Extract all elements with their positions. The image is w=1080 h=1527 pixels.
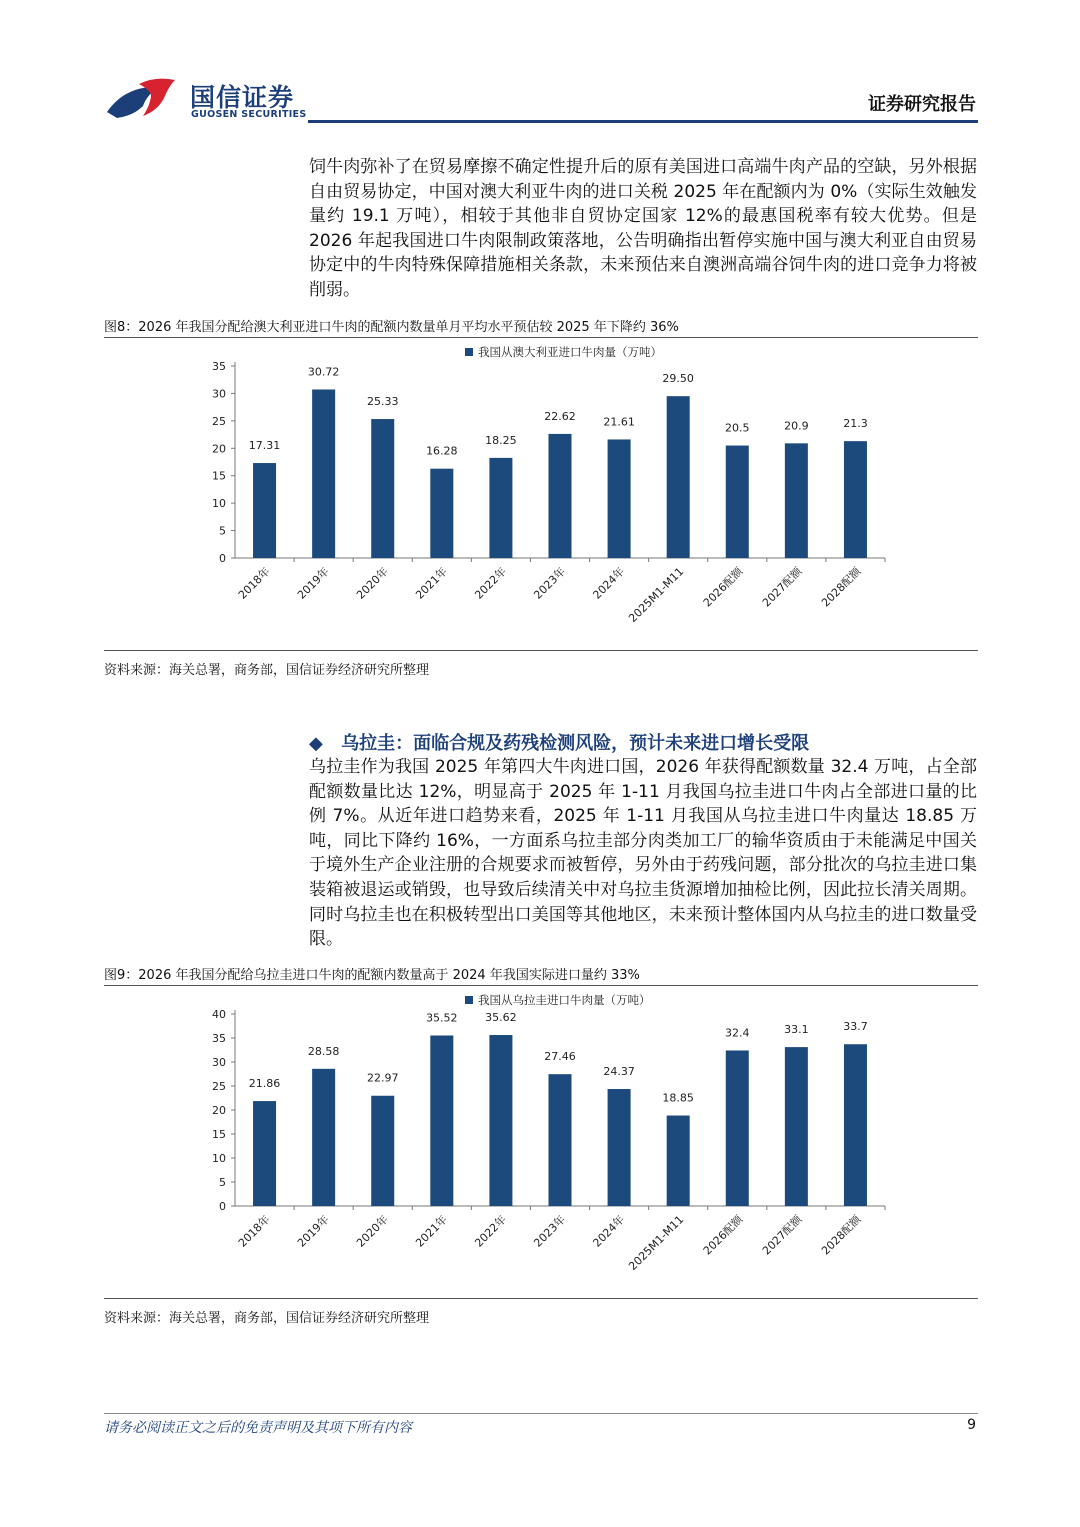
data-label: 33.7 [843,1020,868,1034]
legend-swatch [465,348,473,356]
x-tick-label: 2027配额 [759,564,805,610]
diamond-bullet-icon: ◆ [309,733,323,754]
brand-name-cn: 国信证券 [190,83,295,112]
y-tick-label: 35 [212,1032,226,1045]
guosen-logo-icon [103,76,183,126]
bar-2019年 [312,1069,335,1206]
y-tick-label: 10 [212,1152,226,1165]
figure-9-top-rule [104,985,978,986]
data-label: 32.4 [725,1026,750,1040]
figure-9-source: 资料来源：海关总署，商务部，国信证券经济研究所整理 [104,1311,430,1326]
data-label: 33.1 [784,1023,809,1037]
bar-2025M1-M11 [667,396,690,558]
bar-2026配额 [726,446,749,558]
section-heading-uruguay [309,729,809,755]
bar-2027配额 [785,1047,808,1206]
data-label: 21.3 [843,417,868,431]
figure-8-top-rule [104,337,978,338]
bar-2026配额 [726,1050,749,1206]
section-heading-text: 乌拉圭：面临合规及药残检测风险，预计未来进口增长受限 [341,733,810,754]
bar-2025M1-M11 [667,1116,690,1206]
legend-label: 我国从澳大利亚进口牛肉量（万吨） [478,345,662,359]
chart-legend [465,345,662,359]
x-tick-label: 2022年 [472,1212,510,1250]
data-label: 18.85 [662,1091,694,1105]
x-tick-label: 2024年 [590,1212,628,1250]
footer-disclaimer: 请务必阅读正文之后的免责声明及其项下所有内容 [104,1420,412,1436]
x-tick-label: 2019年 [294,564,332,602]
y-tick-label: 25 [212,1080,226,1093]
x-tick-label: 2020年 [354,564,391,602]
bar-2021年 [430,469,453,558]
x-tick-label: 2020年 [354,1212,391,1250]
bar-2022年 [489,1035,512,1206]
bar-2020年 [371,419,394,558]
data-label: 22.97 [366,1071,399,1085]
data-label: 22.62 [544,409,576,423]
data-label: 16.28 [426,444,458,458]
data-label: 29.50 [662,372,694,386]
bar-2028配额 [844,441,867,558]
x-tick-label: 2025M1-M11 [626,1212,687,1273]
x-tick-label: 2026配额 [700,1212,746,1258]
bar-2018年 [253,463,276,558]
data-label: 35.52 [426,1011,458,1025]
body-paragraph-australia: 饲牛肉弥补了在贸易摩擦不确定性提升后的原有美国进口高端牛肉产品的空缺，另外根据自由贸易协定，中国对澳大利亚牛肉的进口关税 2025 年在配额内为 0%（实际生效触发量约 19.1 万吨），相较于其他非自贸协定国家 12%的最惠国税率有较大优势。但是 2026 年起我国进口牛肉限制政策落地，公告明确指出暂停实施中国与澳大利亚自由贸易协定中的牛肉特殊保障措施相关条款，未来预估来自澳洲高端谷饲牛肉的进口竞争力将被削弱。 [309,157,977,300]
data-label: 28.58 [307,1044,340,1058]
australia-import-bar-chart [180,340,900,640]
uruguay-import-bar-chart [180,988,900,1288]
y-tick-label: 5 [219,524,226,538]
x-tick-label: 2028配额 [819,564,864,610]
figure-9-title: 图9：2026 年我国分配给乌拉圭进口牛肉的配额内数量高于 2024 年我国实际进口量约 33% [104,968,640,983]
data-label: 20.9 [784,419,809,433]
data-label: 25.33 [366,395,399,409]
bar-2018年 [253,1101,276,1206]
data-label: 27.46 [544,1050,576,1064]
y-tick-label: 30 [212,387,226,401]
bar-2020年 [371,1096,394,1206]
figure-8-chart [180,340,900,640]
data-label: 17.31 [248,439,281,453]
report-type-label: 证券研究报告 [868,94,976,115]
y-tick-label: 5 [219,1176,226,1189]
figure-8-title: 图8：2026 年我国分配给澳大利亚进口牛肉的配额内数量单月平均水平预估较 2025 年下降约 36% [104,320,679,335]
y-tick-label: 15 [212,469,226,483]
body-paragraph-uruguay: 乌拉圭作为我国 2025 年第四大牛肉进口国，2026 年获得配额数量 32.4 万吨，占全部配额数量比达 12%，明显高于 2025 年 1-11 月我国乌拉圭进口牛肉占全部进口量的比例 7%。从近年进口趋势来看，2025 年 1-11 月我国从乌拉圭进口牛肉量达 18.85 万吨，同比下降约 16%，一方面系乌拉圭部分肉类加工厂的输华资质由于未能满足中国关于境外生产企业注册的合规要求而被暂停，另外由于药残问题，部分批次的乌拉圭进口集装箱被退运或销毁，也导致后续清关中对乌拉圭货源增加抽检比例，因此拉长清关周期。同时乌拉圭也在积极转型出口美国等其他地区，未来预计整体国内从乌拉圭的进口数量受限。 [309,757,977,950]
bar-2023年 [549,434,572,558]
data-label: 24.37 [603,1065,635,1079]
data-label: 20.5 [725,421,750,435]
data-label: 35.62 [485,1011,517,1025]
bar-2019年 [312,389,335,558]
data-label: 18.25 [485,433,517,447]
footer-divider [104,1413,978,1414]
x-tick-label: 2023年 [531,1212,569,1250]
y-tick-label: 20 [212,442,226,456]
x-tick-label: 2018年 [235,1212,273,1250]
y-tick-label: 10 [212,497,226,511]
y-tick-label: 30 [212,1056,226,1069]
chart-legend [465,993,651,1007]
figure-9-chart [180,988,900,1288]
header-divider [308,120,978,123]
figure-8-bottom-rule [104,650,978,651]
x-tick-label: 2023年 [531,564,569,602]
x-tick-label: 2027配额 [759,1212,805,1258]
bar-2027配额 [785,443,808,558]
bar-2023年 [549,1074,572,1206]
legend-label: 我国从乌拉圭进口牛肉量（万吨） [478,993,651,1007]
data-label: 30.72 [307,365,340,379]
x-tick-label: 2019年 [294,1212,332,1250]
x-tick-label: 2022年 [472,564,510,602]
x-tick-label: 2018年 [235,564,273,602]
bar-2022年 [489,458,512,558]
data-label: 21.86 [248,1077,281,1091]
bar-2024年 [608,439,631,558]
figure-8-source: 资料来源：海关总署，商务部，国信证券经济研究所整理 [104,663,430,678]
x-tick-label: 2021年 [413,564,450,602]
y-tick-label: 15 [212,1128,226,1141]
x-tick-label: 2021年 [413,1212,450,1250]
y-tick-label: 20 [212,1104,226,1117]
bar-2028配额 [844,1044,867,1206]
data-label: 21.61 [603,415,635,429]
x-tick-label: 2028配额 [819,1212,864,1258]
y-tick-label: 25 [212,414,226,428]
y-tick-label: 40 [212,1008,226,1021]
x-tick-label: 2026配额 [700,564,746,610]
y-tick-label: 0 [219,552,226,565]
legend-swatch [465,996,473,1004]
x-tick-label: 2025M1-M11 [626,564,687,625]
y-tick-label: 35 [212,360,226,373]
bar-2021年 [430,1036,453,1206]
x-tick-label: 2024年 [590,564,628,602]
page-number: 9 [967,1417,976,1433]
y-tick-label: 0 [219,1200,226,1213]
brand-name-en: GUOSEN SECURITIES [191,109,307,120]
figure-9-bottom-rule [104,1298,978,1299]
bar-2024年 [608,1089,631,1206]
